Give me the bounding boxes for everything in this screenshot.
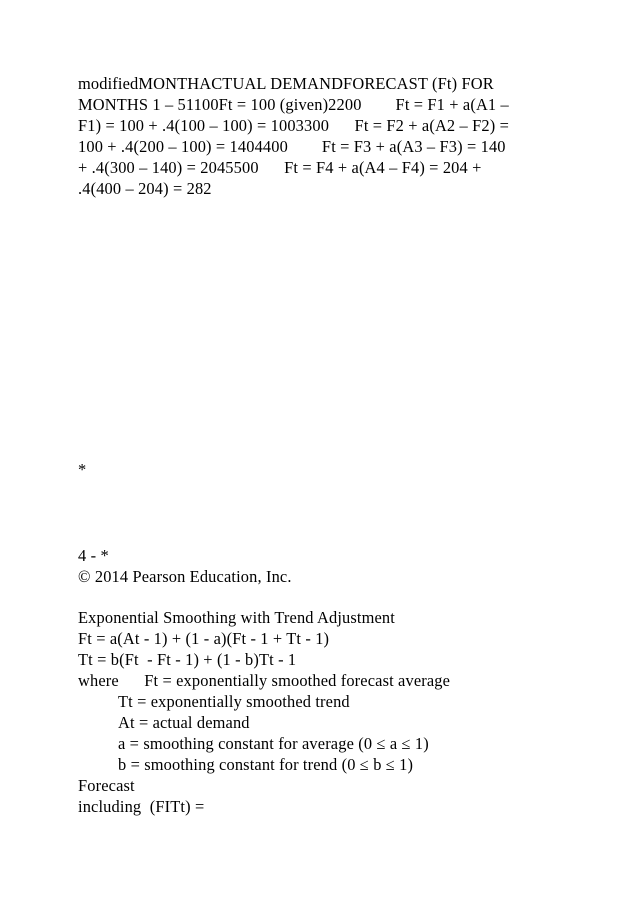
definition-a: a = smoothing constant for average (0 ≤ a ≤ 1) (118, 734, 429, 753)
paragraph-line-3: F1) = 100 + .4(100 – 100) = 1003300 Ft = F2 + a(A2 – F2) = (78, 116, 509, 135)
copyright-notice: © 2014 Pearson Education, Inc. (78, 567, 292, 586)
definition-at: At = actual demand (118, 713, 250, 732)
forecast-label: Forecast (78, 776, 135, 795)
where-definition: where Ft = exponentially smoothed forecast average (78, 671, 451, 690)
definition-b: b = smoothing constant for trend (0 ≤ b ≤ 1) (118, 755, 414, 774)
section-title: Exponential Smoothing with Trend Adjustment (78, 608, 395, 627)
paragraph-line-1: modifiedMONTHACTUAL DEMANDFORECAST (Ft) FOR (78, 74, 494, 93)
formula-ft: Ft = a(At - 1) + (1 - a)(Ft - 1 + Tt - 1) (78, 629, 330, 648)
including-label: including (FITt) = (78, 797, 205, 816)
slide-number: 4 - * (78, 546, 109, 565)
definition-tt: Tt = exponentially smoothed trend (118, 692, 350, 711)
paragraph-line-2: MONTHS 1 – 51100Ft = 100 (given)2200 Ft = F1 + a(A1 – (78, 95, 509, 114)
formula-tt: Tt = b(Ft - Ft - 1) + (1 - b)Tt - 1 (78, 650, 297, 669)
paragraph-line-4: 100 + .4(200 – 100) = 1404400 Ft = F3 + a(A3 – F3) = 140 (78, 137, 506, 156)
paragraph-line-6: .4(400 – 204) = 282 (78, 179, 212, 198)
asterisk-marker: * (78, 460, 87, 479)
paragraph-line-5: + .4(300 – 140) = 2045500 Ft = F4 + a(A4 – F4) = 204 + (78, 158, 482, 177)
